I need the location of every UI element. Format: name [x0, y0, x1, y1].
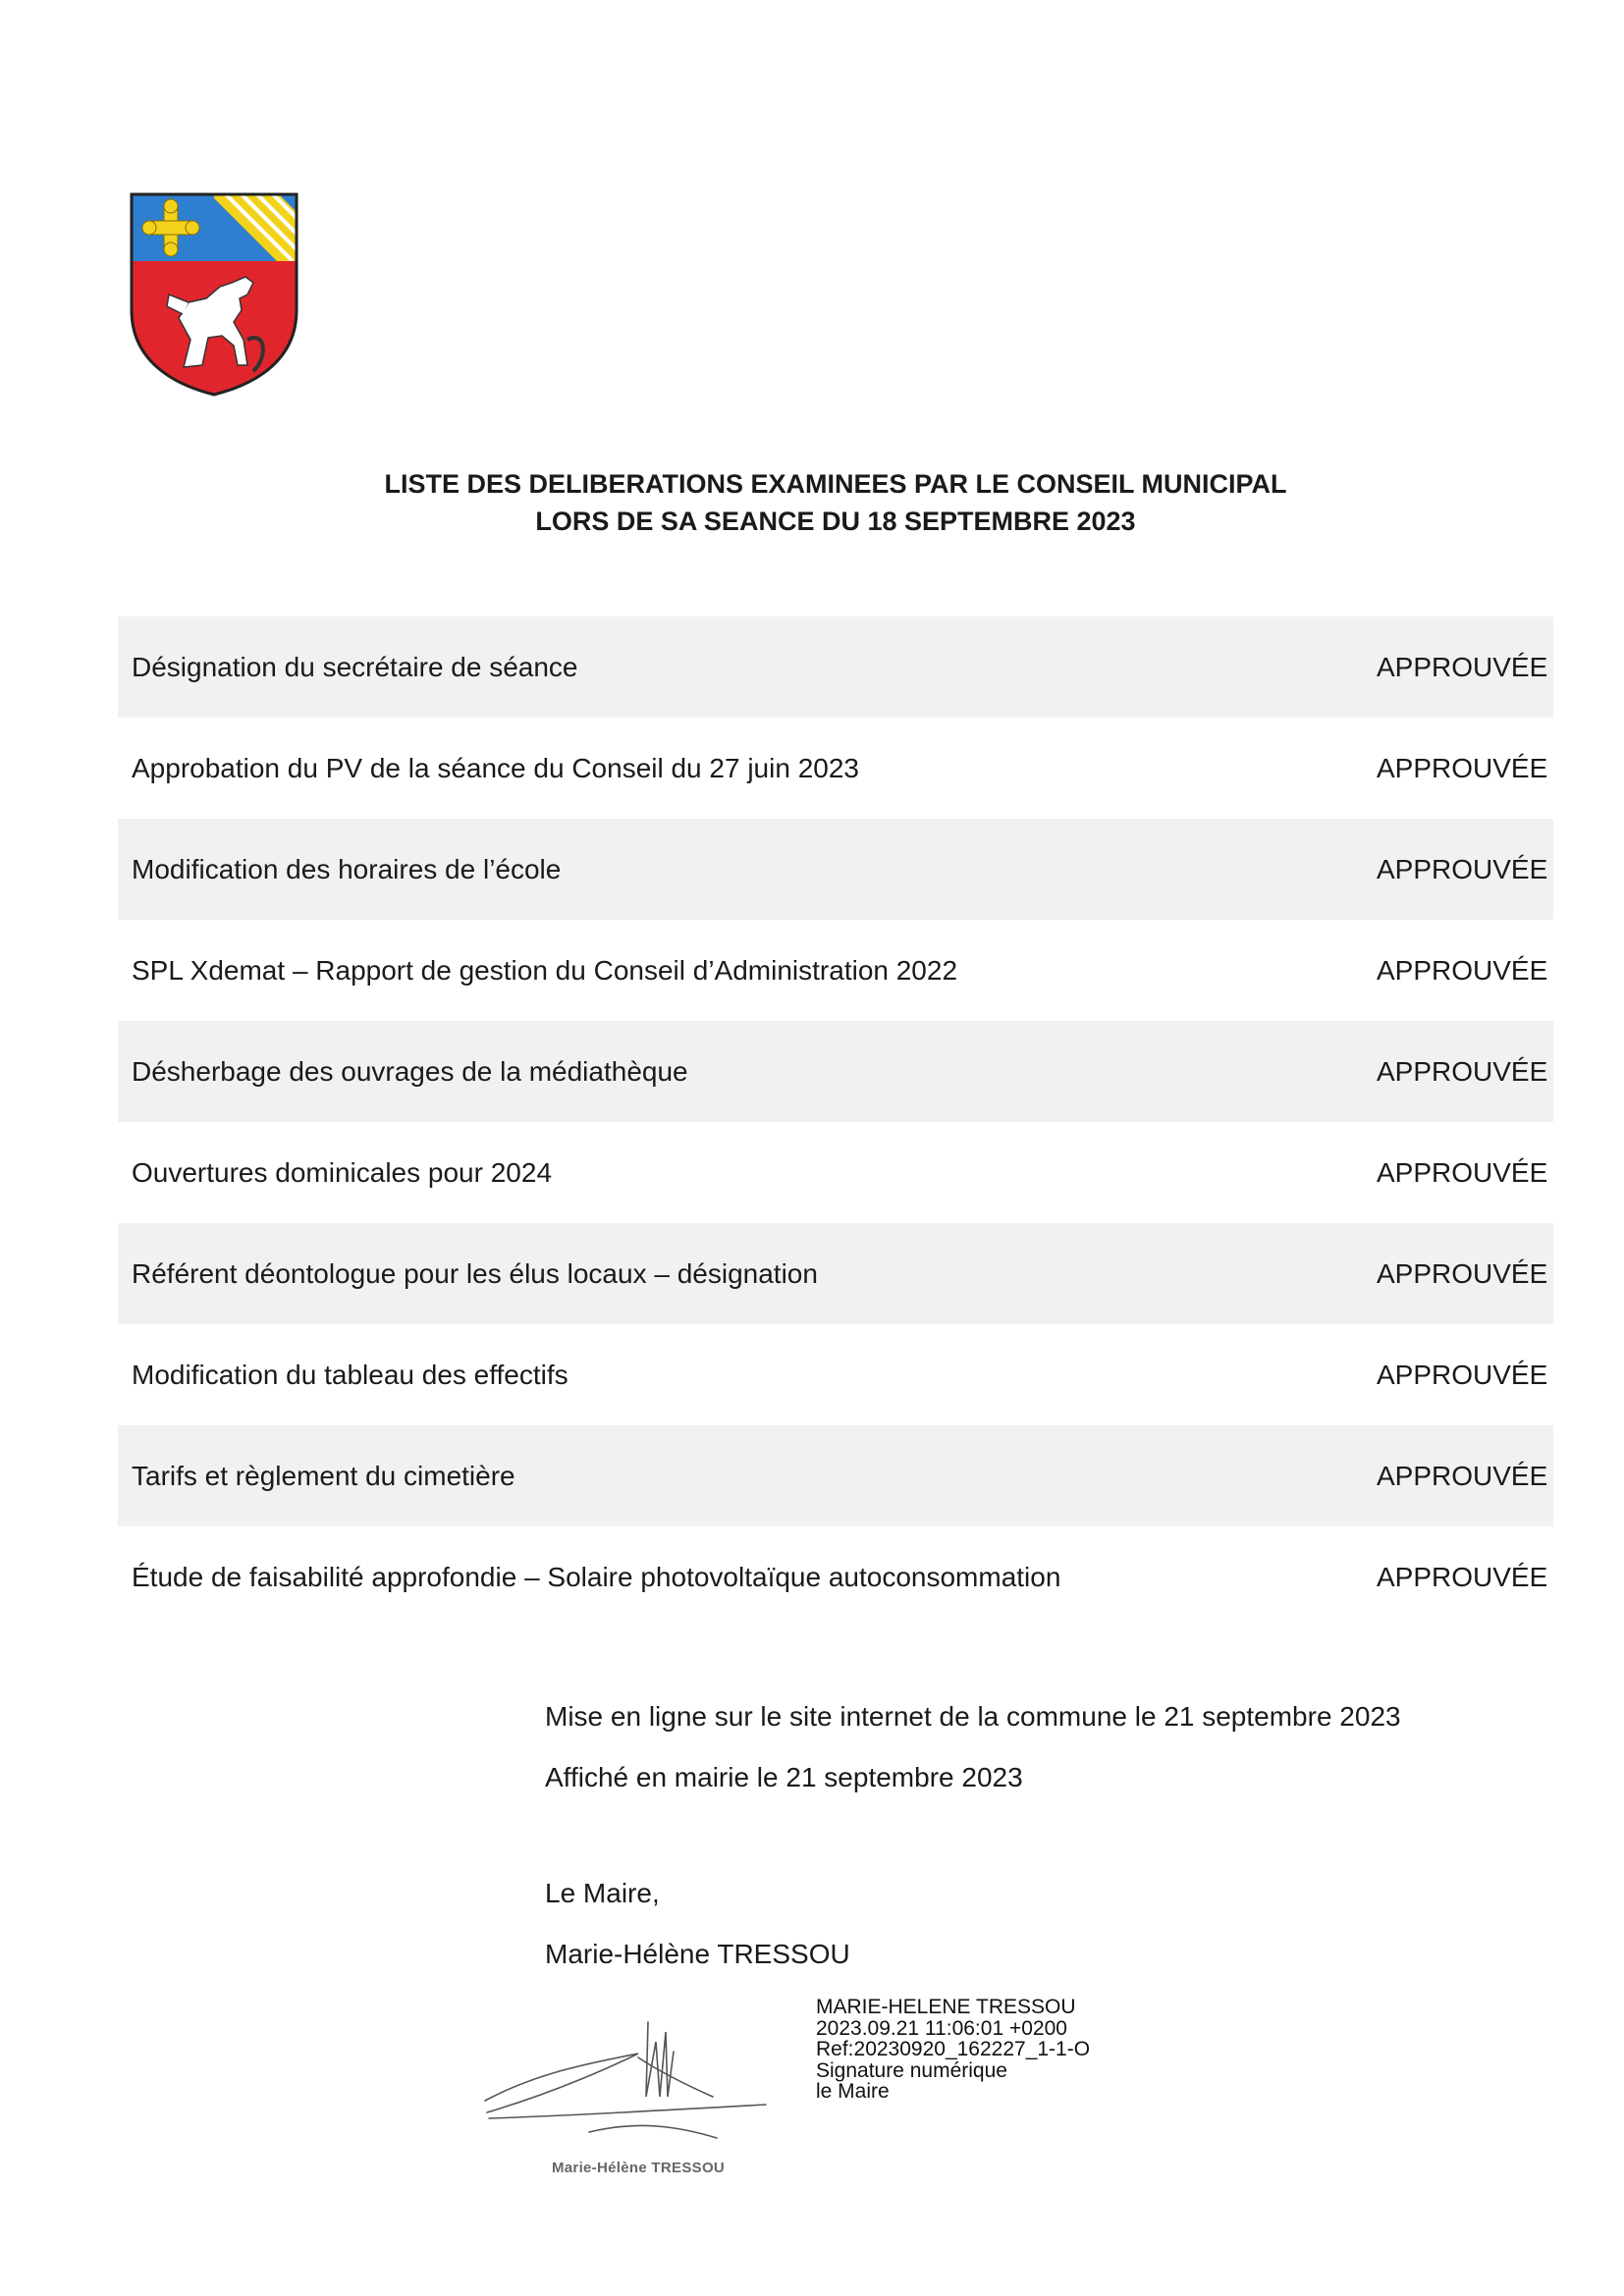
deliberation-label: Modification du tableau des effectifs: [132, 1359, 568, 1390]
handwritten-signature: [481, 2002, 776, 2150]
table-row: [118, 1122, 1553, 1223]
deliberation-status: APPROUVÉE: [1377, 1156, 1548, 1188]
deliberation-status: APPROUVÉE: [1377, 1257, 1548, 1289]
digital-signature-line: le Maire: [816, 2080, 890, 2103]
deliberation-status: APPROUVÉE: [1377, 1561, 1548, 1592]
online-publication-note: Mise en ligne sur le site internet de la commune le 21 septembre 2023: [545, 1701, 1401, 1732]
deliberation-status: APPROUVÉE: [1377, 1460, 1548, 1491]
deliberation-status: APPROUVÉE: [1377, 651, 1548, 682]
digital-signature-line: 2023.09.21 11:06:01 +0200: [816, 2016, 1067, 2040]
table-row: [118, 920, 1553, 1021]
deliberation-label: SPL Xdemat – Rapport de gestion du Conseil d’Administration 2022: [132, 954, 958, 986]
deliberation-label: Référent déontologue pour les élus locaux – désignation: [132, 1257, 818, 1289]
deliberation-status: APPROUVÉE: [1377, 752, 1548, 783]
digital-signature-line: MARIE-HELENE TRESSOU: [816, 1996, 1076, 2018]
deliberation-status: APPROUVÉE: [1377, 853, 1548, 884]
deliberation-label: Approbation du PV de la séance du Conseil du 27 juin 2023: [132, 752, 859, 783]
deliberations-table: [118, 616, 1553, 1628]
deliberation-status: APPROUVÉE: [1377, 954, 1548, 986]
deliberation-label: Désignation du secrétaire de séance: [132, 651, 578, 682]
title-line-1: LISTE DES DELIBERATIONS EXAMINEES PAR LE CONSEIL MUNICIPAL: [384, 469, 1287, 499]
coat-of-arms-logo: [130, 192, 298, 397]
deliberation-label: Tarifs et règlement du cimetière: [132, 1460, 515, 1491]
table-row: [118, 1021, 1553, 1122]
digital-signature-line: Ref:20230920_162227_1-1-O: [816, 2038, 1091, 2060]
signatory-block: [545, 1863, 850, 1985]
signatory-name: Marie-Hélène TRESSOU: [545, 1939, 850, 1969]
table-row: [118, 1223, 1553, 1324]
table-row: [118, 1526, 1553, 1628]
deliberation-label: Étude de faisabilité approfondie – Solaire photovoltaïque autoconsommation: [132, 1561, 1061, 1592]
publication-notes: [545, 1686, 1401, 1808]
signature-caption: Marie-Hélène TRESSOU: [552, 2160, 726, 2176]
table-row: [118, 718, 1553, 819]
table-row: [118, 1324, 1553, 1425]
table-row: [118, 616, 1553, 718]
deliberation-label: Désherbage des ouvrages de la médiathèque: [132, 1055, 688, 1087]
deliberation-label: Modification des horaires de l’école: [132, 853, 562, 884]
digital-signature-line: Signature numérique: [816, 2058, 1007, 2082]
signatory-role: Le Maire,: [545, 1878, 660, 1908]
digital-signature-stamp: [816, 1997, 1090, 2103]
table-row: [118, 819, 1553, 920]
table-row: [118, 1425, 1553, 1526]
deliberation-status: APPROUVÉE: [1377, 1055, 1548, 1087]
title-line-2: LORS DE SA SEANCE DU 18 SEPTEMBRE 2023: [535, 507, 1136, 536]
deliberation-label: Ouvertures dominicales pour 2024: [132, 1156, 553, 1188]
document-title: [118, 465, 1553, 540]
posted-note: Affiché en mairie le 21 septembre 2023: [545, 1762, 1023, 1792]
deliberation-status: APPROUVÉE: [1377, 1359, 1548, 1390]
